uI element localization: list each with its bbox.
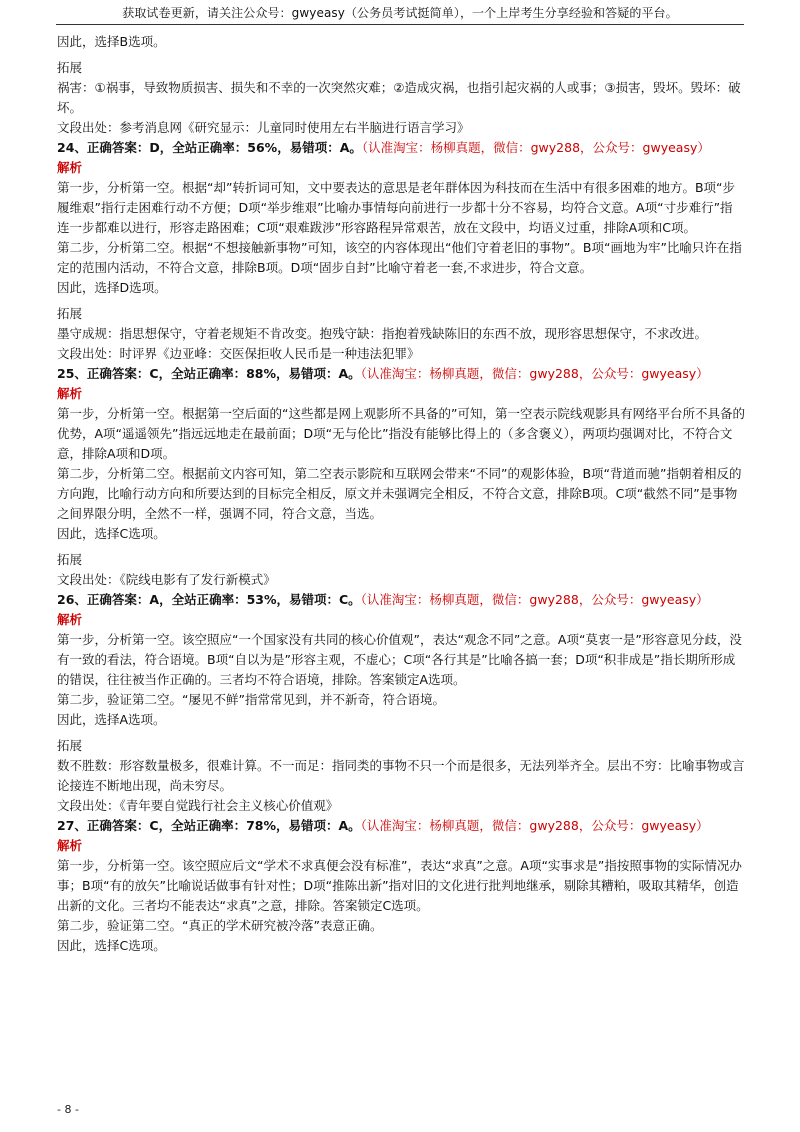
q26-step2: 第二步，验证第二空。“屡见不鲜”指常常见到，并不新奇，符合语境。 (57, 692, 445, 707)
q26-expand-label: 拓展 (57, 738, 83, 753)
q24-source: 文段出处：时评界《边亚峰：交医保拒收人民币是一种违法犯罪》 (57, 346, 420, 361)
q25-expand-label: 拓展 (57, 552, 83, 567)
q26-analysis-label: 解析 (57, 612, 83, 627)
q26-ad: （认准淘宝：杨柳真题，微信：gwy288，公众号：gwyeasy） (360, 592, 709, 607)
q27-answer: 27、正确答案：C，全站正确率：78%，易错项：A。 (57, 818, 361, 833)
q26-answer: 26、正确答案：A，全站正确率：53%，易错项：C。 (57, 592, 361, 607)
q24-answer: 24、正确答案：D，全站正确率：56%，易错项：A。 (57, 140, 362, 155)
header-divider (56, 24, 744, 25)
q25-answer: 25、正确答案：C，全站正确率：88%，易错项：A。 (57, 366, 361, 381)
q26-source: 文段出处：《青年要自觉践行社会主义核心价值观》 (57, 798, 339, 813)
q27-analysis-label: 解析 (57, 838, 83, 853)
q24-answer-line (57, 138, 745, 158)
q25-step1: 第一步，分析第一空。根据第一空后面的“这些都是网上观影所不具备的”可知，第一空表示院线观影具有网络平台所不具备的优势，A项“遥遥领先”指远远地走在最前面；D项“无与伦比”指没有能够比得上的（多含褒义），两项均强调对比，不符合文意，排除A项和D项。 (57, 406, 745, 461)
q23-expand-text: 祸害：①祸事，导致物质损害、损失和不幸的一次突然灾难；②造成灾祸，也指引起灾祸的人或事；③损害，毁坏。毁坏：破坏。 (57, 80, 741, 115)
q23-expand-label: 拓展 (57, 60, 83, 75)
q25-conclusion: 因此，选择C选项。 (57, 526, 166, 541)
q27-step1: 第一步，分析第一空。该空照应后文“学术不求真便会没有标准”，表达“求真”之意。A项“实事求是”指按照事物的实际情况办事；B项“有的放矢”比喻说话做事有针对性；D项“推陈出新”指对旧的文化进行批判地继承，剔除其糟粕，吸取其精华，创造出新的文化。三者均不能表达“求真”之意，排除。答案锁定C选项。 (57, 858, 742, 913)
q23-conclusion: 因此，选择B选项。 (57, 34, 166, 49)
q24-expand-text: 墨守成规：指思想保守，守着老规矩不肯改变。抱残守缺：指抱着残缺陈旧的东西不放，现形容思想保守，不求改进。 (57, 326, 708, 341)
q25-analysis-label: 解析 (57, 386, 83, 401)
q27-ad: （认准淘宝：杨柳真题，微信：gwy288，公众号：gwyeasy） (360, 818, 709, 833)
q24-analysis-label: 解析 (57, 160, 83, 175)
q26-expand-text: 数不胜数：形容数量极多，很难计算。不一而足：指同类的事物不只一个而是很多，无法列举齐全。层出不穷：比喻事物或言论接连不断地出现，尚未穷尽。 (57, 758, 745, 793)
q26-conclusion: 因此，选择A选项。 (57, 712, 166, 727)
q26-answer-line (57, 590, 745, 610)
q25-ad: （认准淘宝：杨柳真题，微信：gwy288，公众号：gwyeasy） (360, 366, 709, 381)
q24-conclusion: 因此，选择D选项。 (57, 280, 167, 295)
q26-step1: 第一步，分析第一空。该空照应“一个国家没有共同的核心价值观”，表达“观念不同”之意。A项“莫衷一是”形容意见分歧，没有一致的看法，符合语境。B项“自以为是”形容主观，不虚心；C项“各行其是”比喻各搞一套；D项“积非成是”指长期所形成的错误，往往被当作正确的。三者均不符合语境，排除。答案锁定A选项。 (57, 632, 742, 687)
q24-expand-label: 拓展 (57, 306, 83, 321)
q24-step2: 第二步，分析第二空。根据“不想接触新事物”可知，该空的内容体现出“他们守着老旧的事物”。B项“画地为牢”比喻只许在指定的范围内活动，不符合文意，排除B项。D项“固步自封”比喻守着老一套,不求进步，符合文意。 (57, 240, 742, 275)
q25-step2: 第二步，分析第二空。根据前文内容可知，第二空表示影院和互联网会带来“不同”的观影体验，B项“背道而驰”指朝着相反的方向跑，比喻行动方向和所要达到的目标完全相反，原文并未强调完全相反，不符合文意，排除B项。C项“截然不同”是事物之间界限分明，全然不一样，强调不同，符合文意，当选。 (57, 466, 742, 521)
document-body (57, 32, 745, 956)
page-number: - 8 - (57, 1103, 79, 1116)
q24-step1: 第一步，分析第一空。根据“却”转折词可知，文中要表达的意思是老年群体因为科技而在生活中有很多困难的地方。B项“步履维艰”指行走困难行动不方便；D项“举步维艰”比喻办事情每向前进行一步都十分不容易，均符合文意。A项“寸步难行”指连一步都难以进行，形容走路困难；C项“艰难跋涉”形容路程异常艰苦，放在文段中，均语义过重，排除A项和C项。 (57, 180, 736, 235)
q27-conclusion: 因此，选择C选项。 (57, 938, 166, 953)
q25-source: 文段出处：《院线电影有了发行新模式》 (57, 572, 276, 587)
page-header: 获取试卷更新，请关注公众号：gwyeasy（公务员考试挺简单），一个上岸考生分享经验和答疑的平台。 (122, 6, 678, 20)
q25-answer-line (57, 364, 745, 384)
q27-step2: 第二步，验证第二空。“真正的学术研究被冷落”表意正确。 (57, 918, 383, 933)
q27-answer-line (57, 816, 745, 836)
q24-ad: （认准淘宝：杨柳真题，微信：gwy288，公众号：gwyeasy） (361, 140, 710, 155)
q23-source: 文段出处：参考消息网《研究显示：儿童同时使用左右半脑进行语言学习》 (57, 120, 470, 135)
